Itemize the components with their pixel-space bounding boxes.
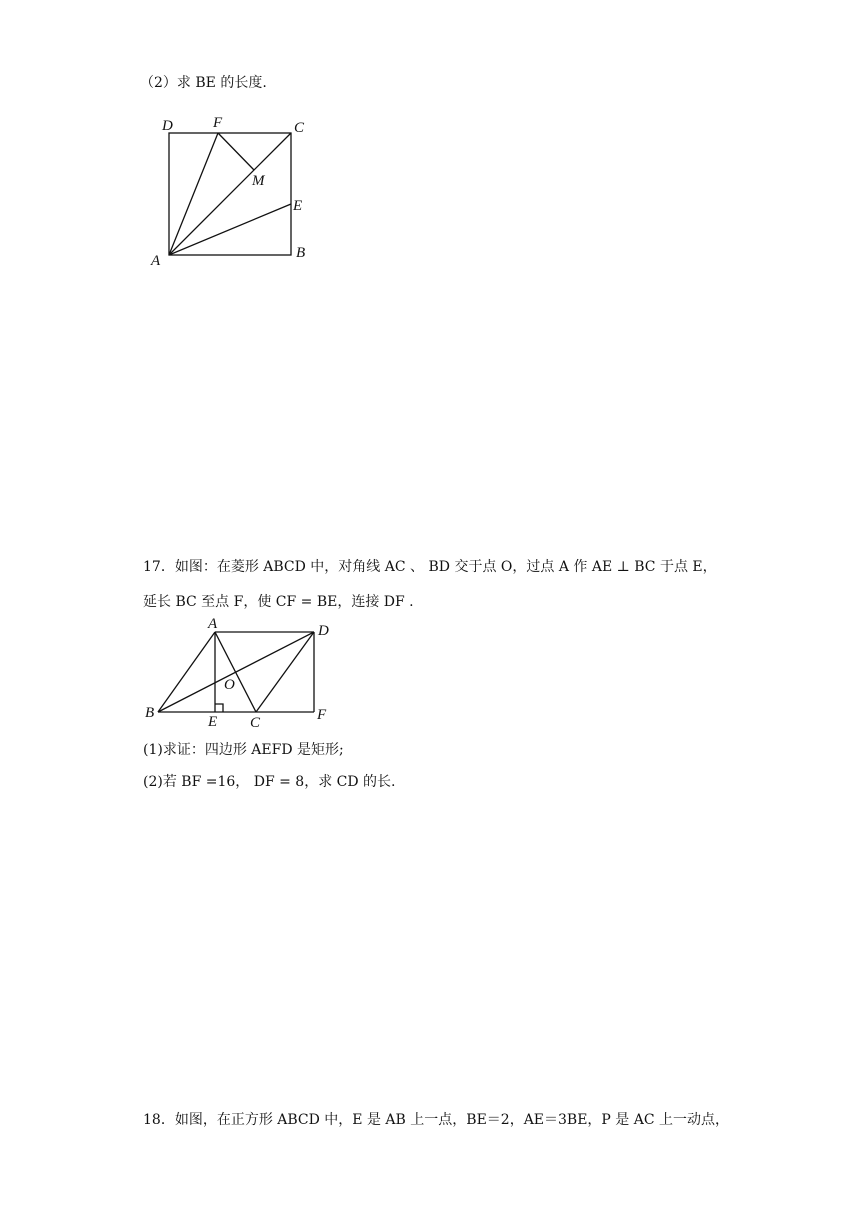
diagonal-ac	[215, 632, 256, 712]
label-f: F	[213, 115, 223, 131]
label-d: D	[162, 118, 173, 134]
segment-fm	[218, 133, 254, 170]
segment-ae	[169, 204, 291, 255]
q17-line2: 延长 BC 至点 F，使 CF = BE，连接 DF .	[143, 594, 414, 610]
label-a: A	[151, 253, 161, 269]
label-o: O	[224, 677, 235, 693]
label-e: E	[293, 198, 303, 214]
right-angle-mark	[215, 704, 223, 712]
q17-part2: (2)若 BF =16， DF = 8，求 CD 的长.	[143, 774, 396, 790]
segment-af	[169, 133, 218, 255]
q17-line1: 17．如图：在菱形 ABCD 中，对角线 AC 、 BD 交于点 O，过点 A 作 AE ⊥ BC 于点 E，	[143, 559, 717, 575]
segment-ab	[158, 632, 215, 712]
label-b: B	[296, 245, 306, 261]
label-m: M	[252, 173, 265, 189]
label-f: F	[317, 707, 327, 723]
q16-part2: （2）求 BE 的长度.	[140, 75, 267, 91]
label-d: D	[318, 623, 329, 639]
diagonal-ac	[169, 133, 291, 255]
square-abcd	[169, 133, 291, 255]
label-c: C	[250, 715, 261, 731]
label-a: A	[208, 616, 218, 632]
segment-cd	[256, 632, 314, 712]
label-b: B	[145, 705, 155, 721]
diagonal-bd	[158, 632, 314, 712]
label-e: E	[208, 714, 218, 730]
q17-part1: (1)求证：四边形 AEFD 是矩形;	[143, 742, 344, 758]
label-c: C	[294, 120, 305, 136]
q18-line1: 18．如图，在正方形 ABCD 中，E 是 AB 上一点，BE＝2，AE＝3BE，P 是 AC 上一动点，	[143, 1112, 730, 1128]
